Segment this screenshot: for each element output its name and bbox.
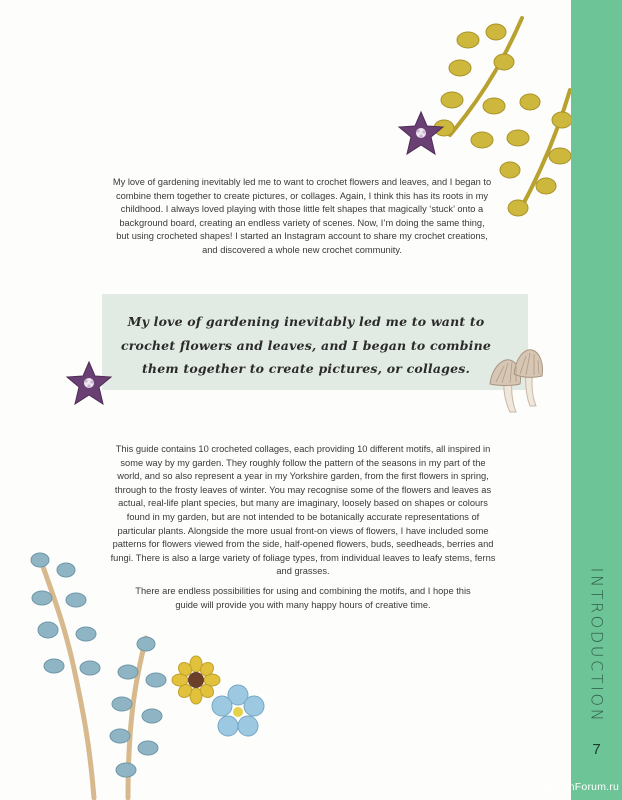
page-number: 7 [592,741,601,758]
mushroom-pair-icon [484,344,550,416]
guide-paragraph: This guide contains 10 crocheted collages, each providing 10 different motifs, all inspired in some way by my garden. They roughly follow the pattern of the seasons in my part of the world, and so also represent a year in my Yorkshire garden, from the first flowers in spring, through to the frosty leaves of winter. You may recognise some of the flowers and leaves as actual, real-life plant species, but many are imaginary, loosely based on shapes or colours found in my garden, but are not intended to be botanically accurate representations of particular plants. Alongside the more usual front-on views of flowers, I have included some patterns for flowers viewed from the side, half-opened flowers, buds, seedheads, berries and fungi. There is also a large variety of foliage types, from individual leaves to leafy stems, ferns and grasses. [110,444,496,577]
watermark: PassionForum.ru [536,781,619,793]
closing-paragraph: There are endless possibilities for using and combining the motifs, and I hope this guide will provide you with many happy hours of creative time. [135,586,471,610]
section-title [571,552,622,738]
purple-star-flower-icon [396,110,446,158]
pull-quote: My love of gardening inevitably led me to want to crochet flowers and leaves, and I began to combine them together to create pictures, or collages. [120,314,492,376]
blue-flower-icon [210,684,266,740]
section-title-text: INTRODUCTION [587,567,607,723]
blue-leaf-spray-icon [28,548,178,800]
intro-paragraph: My love of gardening inevitably led me to want to crochet flowers and leaves, and I began to combine them together to create pictures, or collages. Again, I think this has its roots in my childhood. I always loved playing with those little felt shapes that magically ‘stuck’ onto a background board, creating an endless variety of scenes. Now, I’m doing the same thing, but using crocheted shapes! I started an Instagram account to share my crochet creations, and discovered a whole new crochet community. [112,177,492,255]
purple-star-flower-icon [64,360,114,408]
